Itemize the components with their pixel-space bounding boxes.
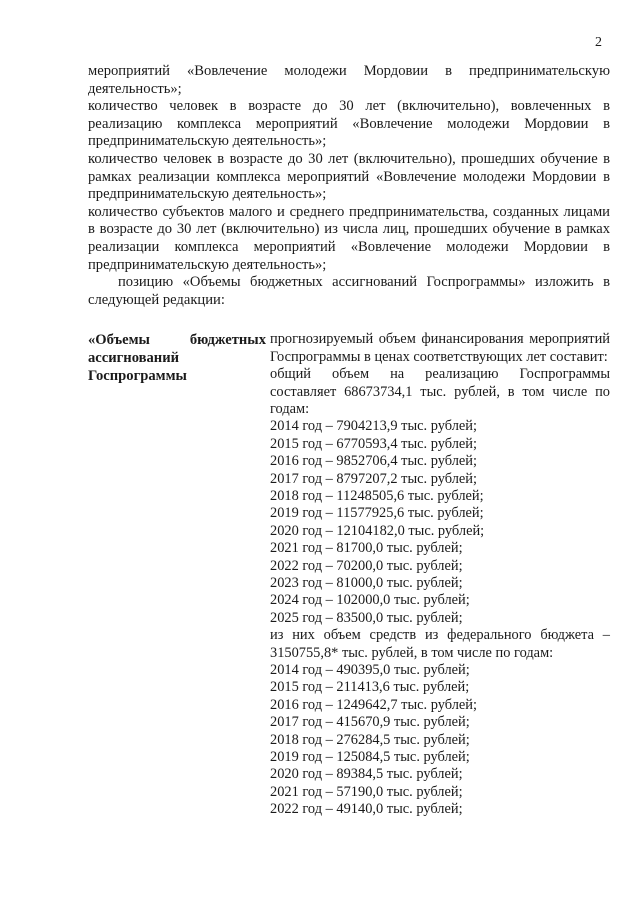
forecast-text: прогнозируемый объем финансирования мероприятий Госпрограммы в ценах соответствующих лет составит: — [270, 331, 610, 365]
year-amount-line: 2014 год – 7904213,9 тыс. рублей; — [270, 418, 477, 435]
federal-years-list — [270, 662, 610, 819]
year-amount-line: 2018 год – 276284,5 тыс. рублей; — [270, 731, 470, 748]
year-amount-line: 2022 год – 49140,0 тыс. рублей; — [270, 801, 463, 818]
year-amount-line: 2014 год – 490395,0 тыс. рублей; — [270, 662, 470, 679]
year-amount-line: 2020 год – 89384,5 тыс. рублей; — [270, 766, 463, 783]
intro-text — [88, 0, 610, 309]
budget-table — [88, 331, 610, 818]
budget-table-content — [266, 331, 610, 818]
year-amount-line: 2025 год – 83500,0 тыс. рублей; — [270, 609, 463, 626]
year-amount-line: 2022 год – 70200,0 тыс. рублей; — [270, 557, 463, 574]
year-amount-line: 2016 год – 1249642,7 тыс. рублей; — [270, 696, 477, 713]
year-amount-line: 2015 год – 211413,6 тыс. рублей; — [270, 679, 470, 696]
year-amount-line: 2019 год – 125084,5 тыс. рублей; — [270, 749, 470, 766]
intro-paragraph: количество человек в возрасте до 30 лет (включительно), вовлеченных в реализацию комплекса мероприятий «Вовлечение молодежи Мордовии в предпринимательскую деятельность»; — [88, 98, 610, 150]
year-amount-line: 2023 год – 81000,0 тыс. рублей; — [270, 575, 463, 591]
year-amount-line: 2021 год – 57190,0 тыс. рублей; — [270, 783, 463, 800]
total-text: общий объем на реализацию Госпрограммы составляет 68673734,1 тыс. рублей, в том числе по годам: — [270, 366, 610, 417]
year-amount-line: 2021 год – 81700,0 тыс. рублей; — [270, 540, 463, 557]
year-amount-line: 2018 год – 11248505,6 тыс. рублей; — [270, 487, 484, 504]
intro-paragraph: мероприятий «Вовлечение молодежи Мордовии в предпринимательскую деятельность»; — [88, 63, 610, 97]
year-amount-line: 2024 год – 102000,0 тыс. рублей; — [270, 592, 470, 609]
intro-paragraph: позицию «Объемы бюджетных ассигнований Госпрограммы» изложить в следующей редакции: — [88, 274, 610, 308]
year-amount-line: 2017 год – 415670,9 тыс. рублей; — [270, 714, 470, 731]
page-number: 2 — [595, 35, 602, 50]
budget-table-label: «Объемы бюджетных ассигнований Госпрограммы — [88, 332, 266, 384]
federal-text: из них объем средств из федерального бюджета – 3150755,8* тыс. рублей, в том числе по годам: — [270, 627, 610, 661]
year-amount-line: 2015 год – 6770593,4 тыс. рублей; — [270, 435, 477, 452]
year-amount-line: 2016 год – 9852706,4 тыс. рублей; — [270, 453, 477, 470]
year-amount-line: 2019 год – 11577925,6 тыс. рублей; — [270, 505, 484, 522]
intro-paragraph: количество субъектов малого и среднего предпринимательства, созданных лицами в возрасте до 30 лет (включительно) из числа лиц, прошедших обучение в рамках реализации комплекса мероприятий «Вовлечение молодежи Мордовии в предпринимательскую деятельность»; — [88, 203, 610, 273]
year-amount-line: 2020 год – 12104182,0 тыс. рублей; — [270, 522, 485, 539]
intro-paragraph: количество человек в возрасте до 30 лет (включительно), прошедших обучение в рамках реализации комплекса мероприятий «Вовлечение молодежи Мордовии в предпринимательскую деятельность»; — [88, 150, 610, 203]
total-years-list — [270, 418, 610, 627]
year-amount-line: 2017 год – 8797207,2 тыс. рублей; — [270, 470, 477, 487]
